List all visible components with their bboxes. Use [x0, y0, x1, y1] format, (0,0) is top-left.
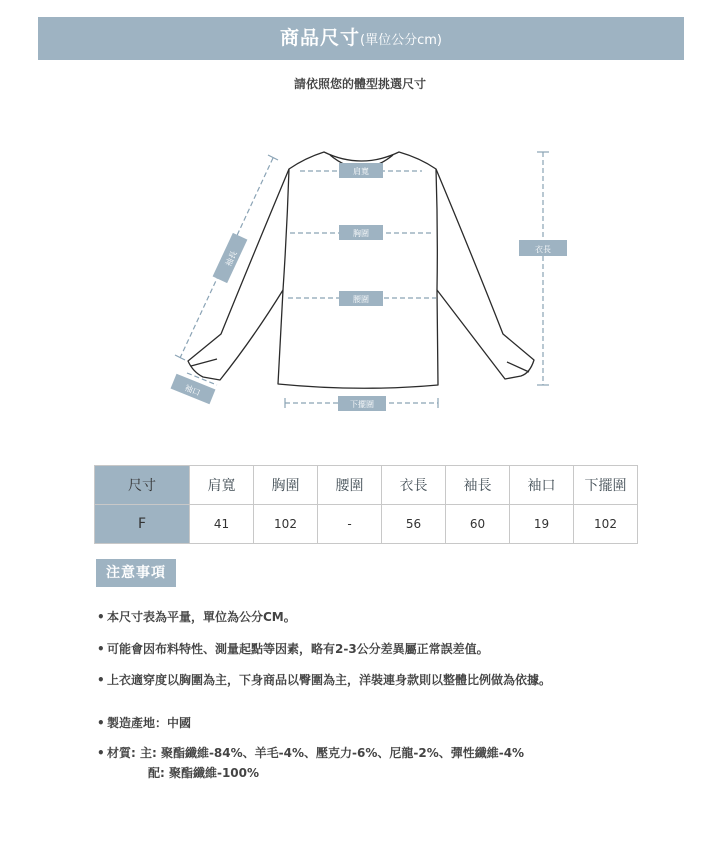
- note-text: 可能會因布料特性、測量起點等因素，略有2-3公分差異屬正常誤差值。: [107, 642, 489, 656]
- bullet-icon: •: [97, 716, 105, 730]
- header-size: 尺寸: [95, 466, 190, 505]
- measure-ticks: [175, 152, 549, 408]
- label-sleeve-text: 袖長: [223, 249, 239, 268]
- label-chest-text: 胸圍: [353, 229, 369, 238]
- notes-title: 注意事項: [96, 559, 176, 587]
- header-cuff: 袖口: [510, 466, 574, 505]
- note-text: 上衣適穿度以胸圍為主，下身商品以臀圍為主，洋裝連身款則以整體比例做為依據。: [107, 673, 552, 687]
- label-sleeve: [213, 233, 248, 283]
- label-waist-text: 腰圍: [353, 295, 369, 304]
- note-item: [97, 608, 296, 625]
- note-text: 本尺寸表為平量，單位為公分CM。: [107, 610, 296, 624]
- label-hem-text: 下擺圍: [350, 400, 374, 409]
- label-cuff-text: 袖口: [183, 383, 202, 398]
- banner-title: 商品尺寸: [280, 27, 361, 49]
- label-shoulder-text: 肩寬: [353, 167, 369, 176]
- label-hem: [338, 396, 386, 411]
- note-item: [97, 744, 524, 761]
- bullet-icon: •: [97, 673, 105, 687]
- note-item: [97, 714, 191, 731]
- cell-shoulder: 41: [190, 505, 254, 544]
- label-shoulder: [339, 163, 383, 178]
- cell-length: 56: [382, 505, 446, 544]
- cell-waist: -: [318, 505, 382, 544]
- header-chest: 胸圍: [254, 466, 318, 505]
- size-table: [94, 465, 638, 544]
- header-length: 衣長: [382, 466, 446, 505]
- header-hem: 下擺圍: [574, 466, 638, 505]
- label-chest: [339, 225, 383, 240]
- label-waist: [339, 291, 383, 306]
- cell-hem: 102: [574, 505, 638, 544]
- measure-lines: [180, 152, 543, 403]
- bullet-icon: •: [97, 610, 105, 624]
- bullet-icon: •: [97, 746, 105, 760]
- cell-sleeve: 60: [446, 505, 510, 544]
- header-sleeve: 袖長: [446, 466, 510, 505]
- note-text: 材質: 主: 聚酯纖維-84%、羊毛-4%、壓克力-6%、尼龍-2%、彈性纖維-4%: [107, 746, 525, 760]
- subtitle: 請依照您的體型挑選尺寸: [293, 77, 426, 91]
- label-length-text: 衣長: [535, 245, 551, 254]
- cell-cuff: 19: [510, 505, 574, 544]
- note-item: [97, 640, 489, 657]
- note-item: [97, 671, 551, 688]
- table-row: [95, 505, 638, 544]
- cell-chest: 102: [254, 505, 318, 544]
- label-length: [519, 240, 567, 256]
- bullet-icon: •: [97, 642, 105, 656]
- banner-unit: (單位公分cm): [360, 33, 442, 48]
- material-line-2: 配: 聚酯纖維-100%: [148, 766, 260, 780]
- cell-size: F: [95, 505, 190, 544]
- header-waist: 腰圍: [318, 466, 382, 505]
- size-table-header: [95, 466, 638, 505]
- note-text: 製造產地：中國: [107, 716, 192, 730]
- header-shoulder: 肩寬: [190, 466, 254, 505]
- sweater-outline: [188, 152, 534, 388]
